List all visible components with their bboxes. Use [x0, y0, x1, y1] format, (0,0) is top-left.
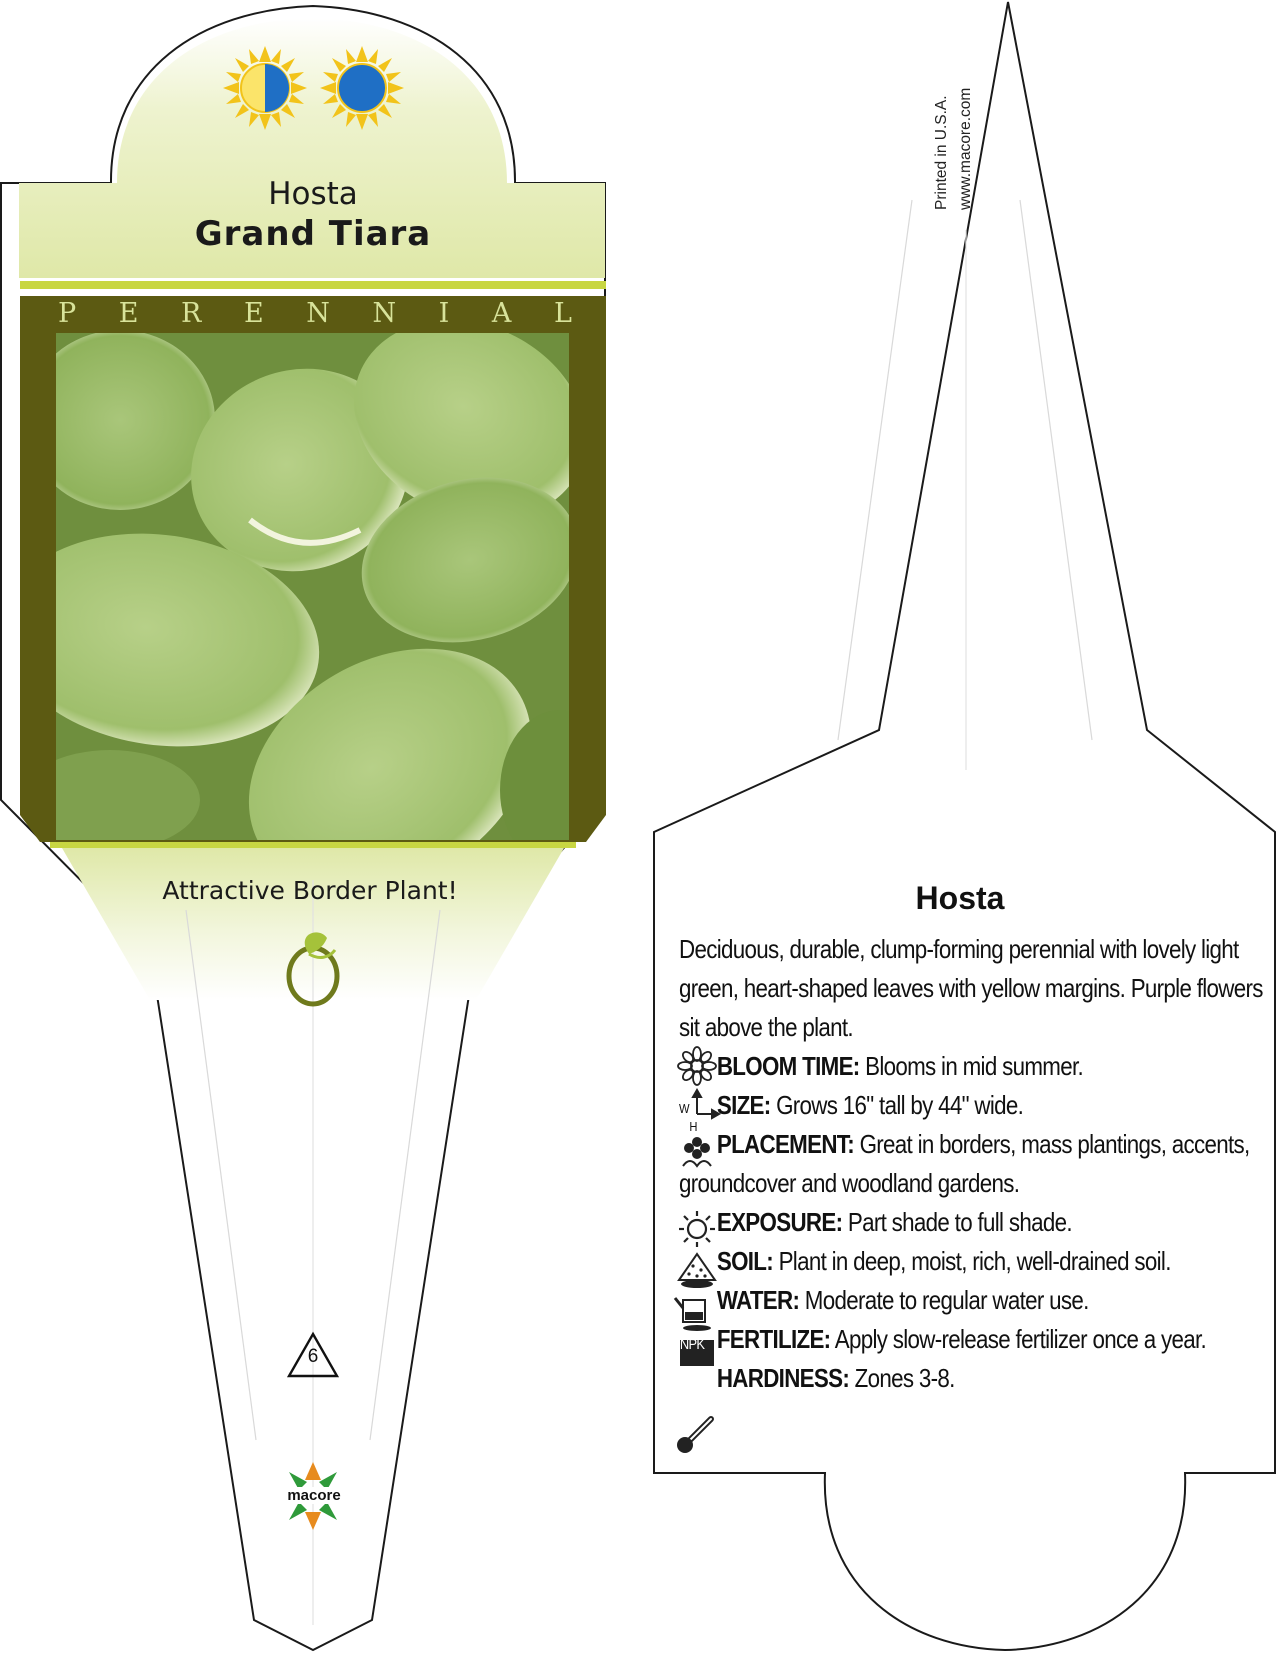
attribute-label: SIZE:	[716, 1090, 771, 1120]
part-shade-sun-icon	[223, 46, 307, 130]
attribute-row	[679, 1281, 1272, 1320]
description: Deciduous, durable, clump-forming perennial with lovely light green, heart-shaped leaves with yellow margins. Purple flowers sit above the plant.	[679, 934, 1263, 1042]
care-info	[679, 930, 1272, 1398]
attribute-value: Moderate to regular water use.	[804, 1285, 1089, 1315]
attribute-row	[679, 1242, 1272, 1281]
recycle-number: 6	[307, 1346, 319, 1367]
attribute-value: Part shade to full shade.	[847, 1207, 1072, 1237]
back-title: Hosta	[915, 880, 1005, 916]
attribute-row	[679, 1086, 1272, 1134]
full-shade-sun-icon	[320, 46, 404, 130]
category-letter: P	[58, 298, 77, 329]
plant-genus: Hosta	[268, 176, 358, 212]
attribute-value: Zones 3-8.	[854, 1363, 955, 1393]
attribute-value: Grows 16" tall by 44" wide.	[776, 1090, 1024, 1120]
attribute-label: PLACEMENT:	[716, 1129, 855, 1159]
size-w-label: W	[679, 1101, 689, 1116]
attribute-value: Apply slow-release fertilizer once a year.	[834, 1324, 1207, 1354]
attribute-label: BLOOM TIME:	[716, 1051, 860, 1081]
npk-label: NPK	[679, 1336, 705, 1353]
attribute-value: Blooms in mid summer.	[865, 1051, 1084, 1081]
plant-cultivar: Grand Tiara	[194, 214, 432, 254]
tagline: Attractive Border Plant!	[162, 876, 458, 905]
category-letter: N	[372, 298, 397, 329]
attribute-label: HARDINESS:	[716, 1363, 850, 1393]
attribute-value: Plant in deep, moist, rich, well-drained soil.	[778, 1246, 1171, 1276]
attribute-row	[679, 1125, 1272, 1203]
attribute-row	[679, 1203, 1272, 1242]
website: www.macore.com	[957, 87, 974, 210]
category-letter: R	[181, 298, 202, 329]
print-credit	[930, 88, 978, 210]
category-label	[58, 298, 572, 329]
category-letter: A	[491, 298, 512, 329]
size-h-label: H	[689, 1119, 697, 1134]
attribute-value: Great in borders, mass plantings, accents, groundcover and woodland gardens.	[679, 1129, 1250, 1198]
tagline-rule	[50, 842, 576, 848]
back-tag-outline	[654, 2, 1275, 1650]
category-letter: I	[438, 298, 450, 329]
category-letter: E	[243, 298, 264, 329]
header-rule	[20, 281, 606, 289]
printed-in: Printed in U.S.A.	[933, 95, 950, 210]
attribute-row	[679, 1047, 1272, 1086]
category-letter: E	[118, 298, 139, 329]
brand-name: macore	[287, 1487, 341, 1504]
category-letter: L	[554, 298, 572, 329]
attribute-row	[679, 1359, 1272, 1398]
attribute-label: EXPOSURE:	[716, 1207, 843, 1237]
attribute-label: FERTILIZE:	[716, 1324, 831, 1354]
attribute-label: SOIL:	[716, 1246, 774, 1276]
category-letter: N	[306, 298, 330, 329]
attribute-row	[679, 1320, 1272, 1359]
attribute-label: WATER:	[716, 1285, 800, 1315]
